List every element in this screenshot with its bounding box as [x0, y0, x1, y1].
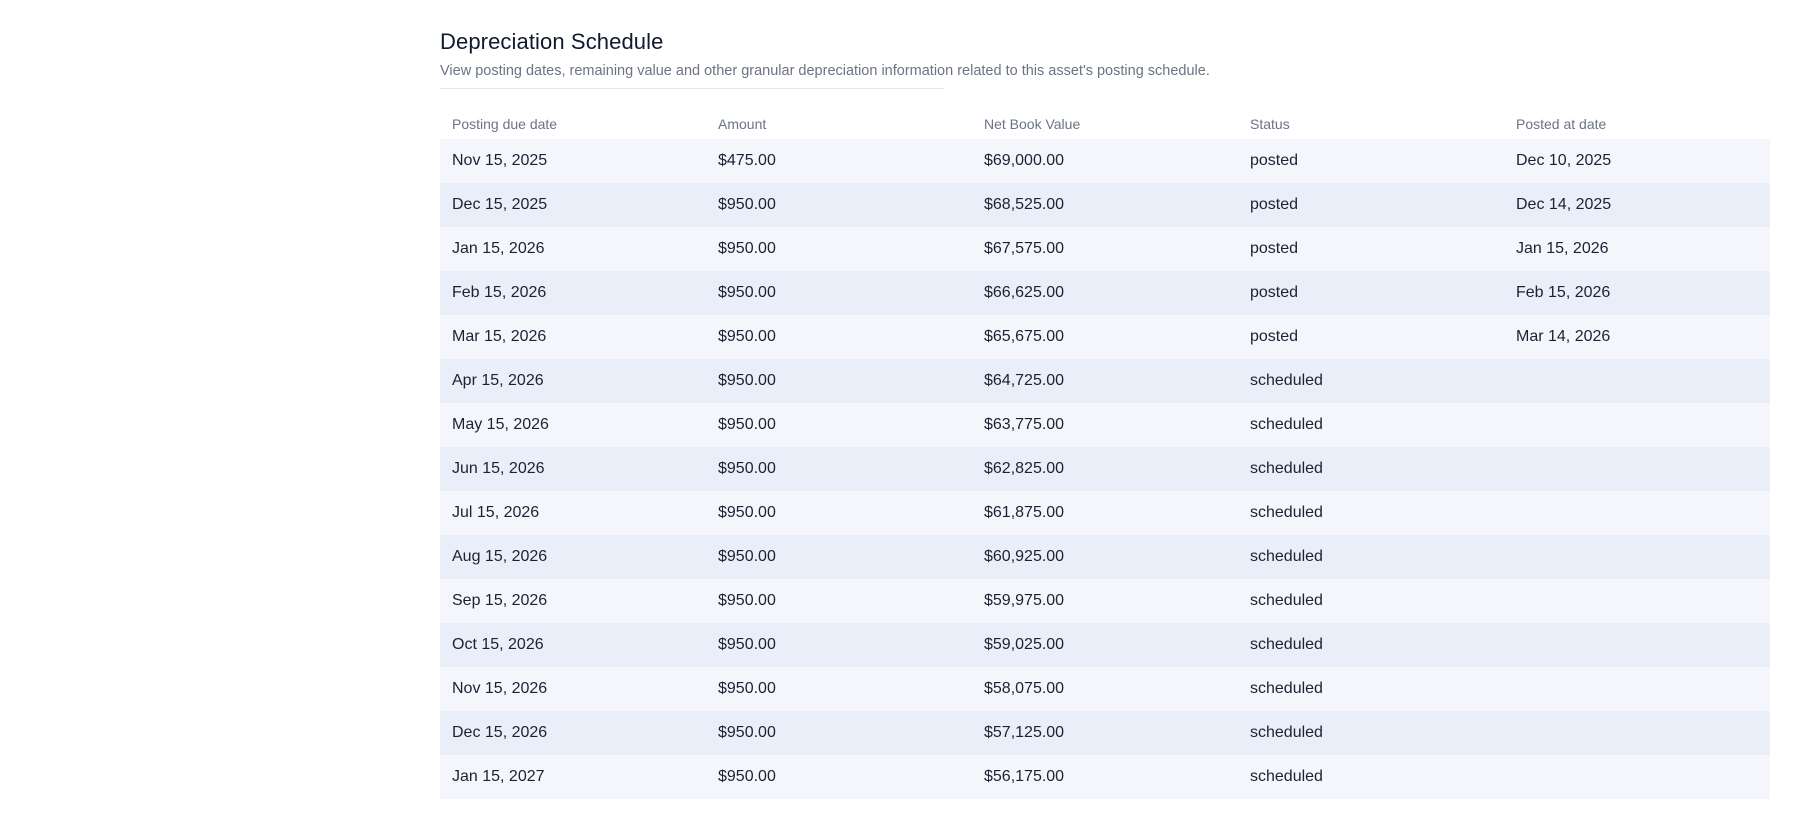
cell-amount: $950.00 [718, 724, 776, 741]
cell-status: posted [1250, 240, 1299, 257]
table-row[interactable] [440, 491, 1770, 535]
cell-posting-due-date: Nov 15, 2025 [452, 152, 548, 169]
section-title: Depreciation Schedule [440, 29, 664, 54]
cell-posting-due-date: Jun 15, 2026 [452, 460, 545, 477]
cell-posting-due-date: Oct 15, 2026 [452, 636, 544, 653]
cell-posting-due-date: Apr 15, 2026 [452, 372, 544, 389]
cell-posted-at-date [1504, 667, 1770, 711]
cell-net-book-value: $62,825.00 [984, 460, 1065, 477]
table-row[interactable] [440, 183, 1770, 227]
table-row[interactable] [440, 315, 1770, 359]
cell-status: scheduled [1250, 548, 1323, 565]
cell-net-book-value: $60,925.00 [984, 548, 1065, 565]
cell-posted-at-date [1504, 359, 1770, 403]
column-header-net-book-value: Net Book Value [984, 116, 1081, 132]
cell-amount: $475.00 [718, 152, 776, 169]
cell-amount: $950.00 [718, 328, 776, 345]
cell-posted-at-date: Mar 14, 2026 [1516, 328, 1611, 345]
column-header-amount: Amount [718, 116, 767, 132]
column-header-status: Status [1250, 116, 1290, 132]
cell-status: scheduled [1250, 504, 1323, 521]
cell-net-book-value: $69,000.00 [984, 152, 1065, 169]
cell-status: scheduled [1250, 724, 1323, 741]
cell-posting-due-date: Jul 15, 2026 [452, 504, 540, 521]
table-row[interactable] [440, 271, 1770, 315]
table-row[interactable] [440, 359, 1770, 403]
cell-posted-at-date [1504, 447, 1770, 491]
cell-posting-due-date: Mar 15, 2026 [452, 328, 547, 345]
cell-status: scheduled [1250, 592, 1323, 609]
column-header-posted-at-date: Posted at date [1516, 116, 1607, 132]
cell-status: posted [1250, 152, 1299, 169]
cell-status: scheduled [1250, 768, 1323, 785]
cell-amount: $950.00 [718, 548, 776, 565]
cell-posting-due-date: Dec 15, 2025 [452, 196, 548, 213]
cell-status: scheduled [1250, 460, 1323, 477]
table-row[interactable] [440, 623, 1770, 667]
column-header-posting-due-date: Posting due date [452, 116, 558, 132]
cell-posted-at-date [1504, 755, 1770, 799]
cell-posting-due-date: Sep 15, 2026 [452, 592, 548, 609]
divider [440, 88, 944, 89]
cell-amount: $950.00 [718, 680, 776, 697]
cell-amount: $950.00 [718, 284, 776, 301]
depreciation-schedule-section [440, 24, 1770, 799]
cell-net-book-value: $63,775.00 [984, 416, 1065, 433]
cell-posting-due-date: Dec 15, 2026 [452, 724, 548, 741]
cell-net-book-value: $66,625.00 [984, 284, 1065, 301]
cell-posted-at-date: Feb 15, 2026 [1516, 284, 1611, 301]
cell-amount: $950.00 [718, 504, 776, 521]
cell-amount: $950.00 [718, 636, 776, 653]
table-row[interactable] [440, 403, 1770, 447]
cell-status: scheduled [1250, 372, 1323, 389]
table-row[interactable] [440, 139, 1770, 183]
cell-amount: $950.00 [718, 372, 776, 389]
cell-posting-due-date: Jan 15, 2027 [452, 768, 545, 785]
cell-status: posted [1250, 196, 1299, 213]
cell-amount: $950.00 [718, 460, 776, 477]
cell-posting-due-date: Jan 15, 2026 [452, 240, 545, 257]
cell-posted-at-date: Jan 15, 2026 [1516, 240, 1609, 257]
cell-net-book-value: $58,075.00 [984, 680, 1065, 697]
table-row[interactable] [440, 535, 1770, 579]
cell-posting-due-date: Aug 15, 2026 [452, 548, 548, 565]
cell-posted-at-date [1504, 711, 1770, 755]
cell-net-book-value: $57,125.00 [984, 724, 1065, 741]
table-header-row [440, 115, 1770, 139]
cell-status: scheduled [1250, 416, 1323, 433]
table-row[interactable] [440, 667, 1770, 711]
cell-status: scheduled [1250, 636, 1323, 653]
table-row[interactable] [440, 579, 1770, 623]
table-row[interactable] [440, 227, 1770, 271]
cell-net-book-value: $61,875.00 [984, 504, 1065, 521]
cell-amount: $950.00 [718, 592, 776, 609]
cell-status: posted [1250, 328, 1299, 345]
cell-posting-due-date: Feb 15, 2026 [452, 284, 547, 301]
cell-posted-at-date [1504, 535, 1770, 579]
table-row[interactable] [440, 447, 1770, 491]
cell-net-book-value: $64,725.00 [984, 372, 1065, 389]
cell-amount: $950.00 [718, 240, 776, 257]
table-body [440, 139, 1770, 799]
cell-posting-due-date: May 15, 2026 [452, 416, 549, 433]
table-row[interactable] [440, 711, 1770, 755]
cell-posted-at-date [1504, 403, 1770, 447]
cell-net-book-value: $68,525.00 [984, 196, 1065, 213]
cell-net-book-value: $59,025.00 [984, 636, 1065, 653]
cell-posted-at-date [1504, 579, 1770, 623]
cell-status: scheduled [1250, 680, 1323, 697]
cell-status: posted [1250, 284, 1299, 301]
cell-net-book-value: $59,975.00 [984, 592, 1065, 609]
table-row[interactable] [440, 755, 1770, 799]
cell-amount: $950.00 [718, 416, 776, 433]
cell-posted-at-date: Dec 14, 2025 [1516, 196, 1612, 213]
depreciation-table [440, 115, 1770, 799]
cell-posting-due-date: Nov 15, 2026 [452, 680, 548, 697]
cell-amount: $950.00 [718, 196, 776, 213]
section-subtitle: View posting dates, remaining value and other granular depreciation information related to this asset's posting schedule. [440, 63, 1210, 79]
cell-net-book-value: $65,675.00 [984, 328, 1065, 345]
cell-net-book-value: $56,175.00 [984, 768, 1065, 785]
cell-posted-at-date [1504, 491, 1770, 535]
cell-posted-at-date: Dec 10, 2025 [1516, 152, 1612, 169]
cell-amount: $950.00 [718, 768, 776, 785]
cell-net-book-value: $67,575.00 [984, 240, 1065, 257]
cell-posted-at-date [1504, 623, 1770, 667]
